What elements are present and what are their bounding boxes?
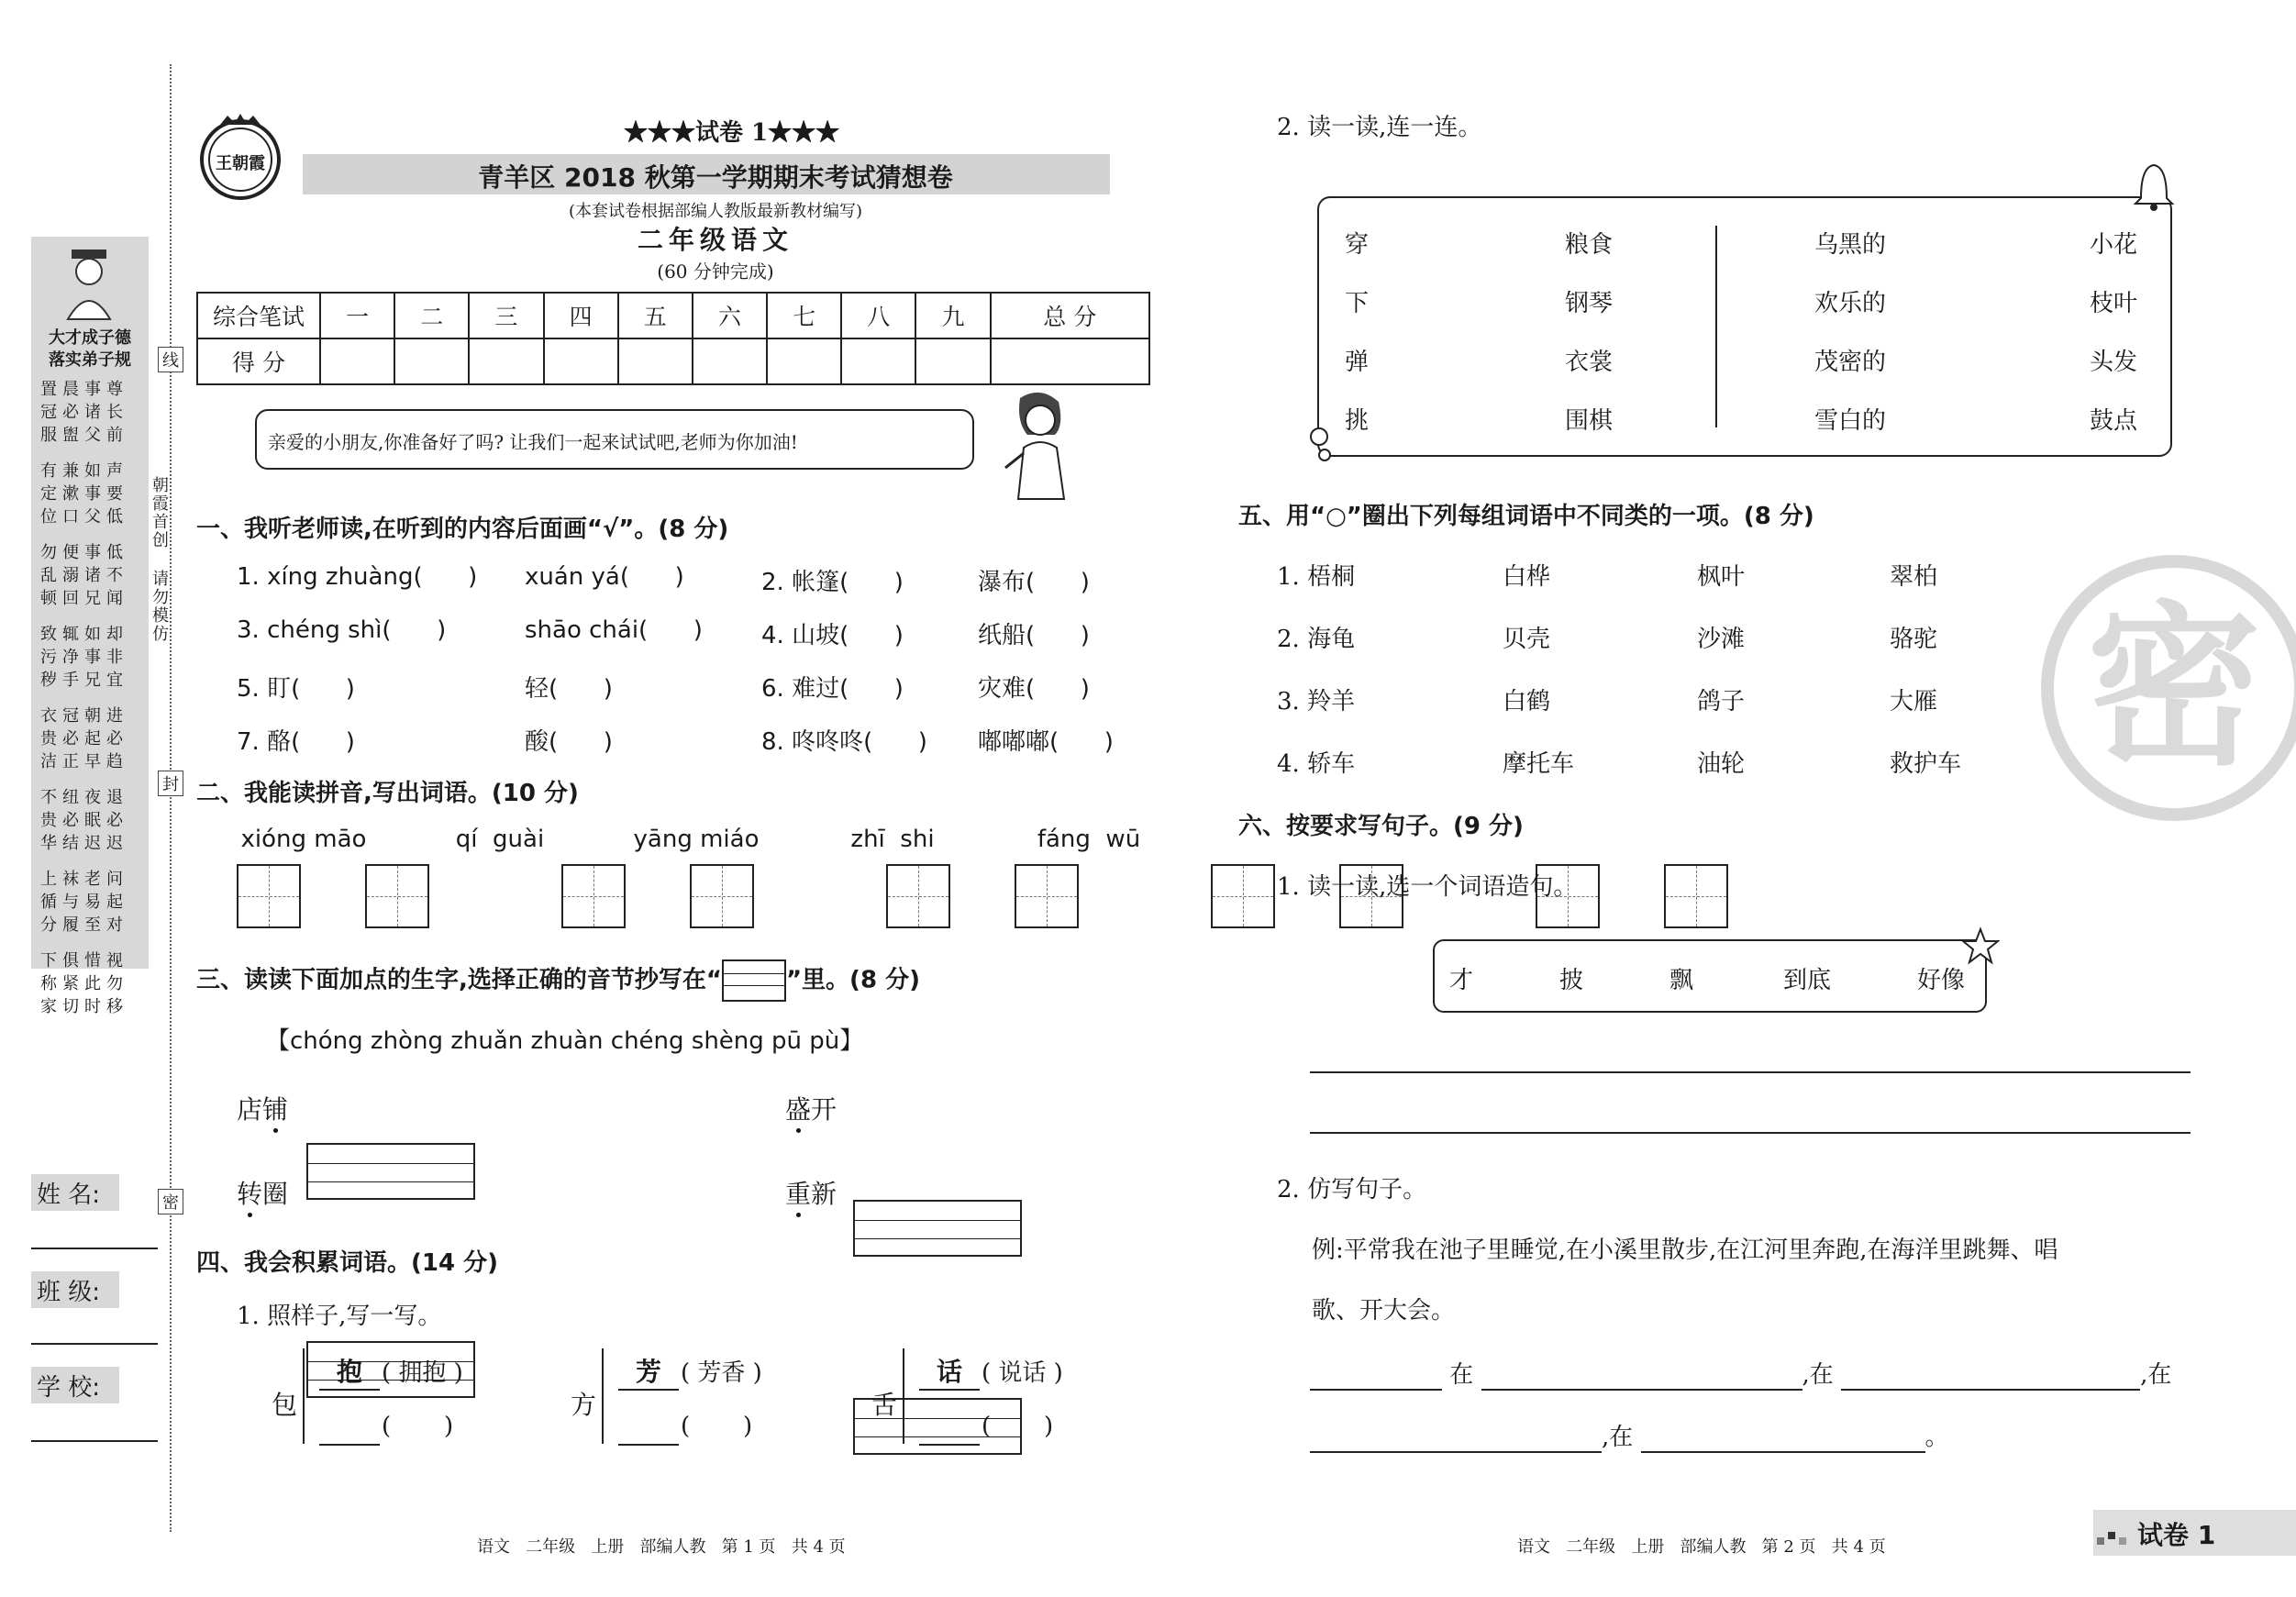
- fill-word-3: ,在: [2140, 1361, 2172, 1389]
- verse-line: 循与易起: [40, 893, 128, 912]
- match-left-object[interactable]: 衣裳: [1565, 349, 1614, 376]
- verse-line: 冠必诸长: [40, 403, 128, 422]
- brand-name: 王朝霞: [216, 154, 265, 173]
- writing-grid-cell[interactable]: [237, 864, 301, 928]
- match-left-word[interactable]: 穿: [1345, 231, 1370, 259]
- match-right-object[interactable]: 头发: [2090, 349, 2138, 376]
- match-right-word[interactable]: 雪白的: [1814, 407, 1887, 435]
- category-word[interactable]: 骆驼: [1890, 626, 1938, 653]
- greeting-bubble: [255, 409, 974, 470]
- verse-line: 称紧此勿: [40, 974, 128, 993]
- listening-item[interactable]: 嘟嘟嘟( ): [978, 728, 1114, 756]
- verse-line: 秽手兄宜: [40, 671, 128, 690]
- listening-item[interactable]: 酸( ): [525, 728, 613, 756]
- brand-logo: [194, 110, 286, 202]
- bracket-line: [903, 1348, 904, 1444]
- writing-grid-cell[interactable]: [886, 864, 950, 928]
- word-dianpu: [237, 1090, 288, 1126]
- category-word[interactable]: 1. 梧桐: [1277, 563, 1356, 591]
- example-char: 芳: [618, 1352, 679, 1391]
- verse-line: 乱溺诸不: [40, 566, 128, 585]
- verse-line: 致辄如却: [40, 625, 128, 644]
- word-dianpu-pre: 店: [237, 1094, 263, 1125]
- blank-1[interactable]: [1310, 1361, 1442, 1391]
- word-chongxin: [785, 1174, 837, 1211]
- writing-grid-cell[interactable]: [1015, 864, 1079, 928]
- score-col-1: 一: [320, 293, 394, 338]
- word-zhuanquan-dot: 转: [237, 1179, 263, 1209]
- word-chongxin-post: 新: [811, 1179, 837, 1209]
- score-row-label: 得 分: [197, 338, 320, 384]
- match-right-object[interactable]: 鼓点: [2090, 407, 2138, 435]
- verse-line: 衣冠朝进: [40, 706, 128, 726]
- score-cell[interactable]: [915, 338, 990, 384]
- section4-title: 四、我会积累词语。(14 分): [196, 1249, 498, 1277]
- category-word[interactable]: 救护车: [1890, 750, 1962, 778]
- word-shengkai-post: 开: [811, 1094, 837, 1125]
- pinyin-label: zhī shi: [850, 826, 935, 853]
- footer-left: 语文 二年级 上册 部编人教 第 1 页 共 4 页: [477, 1537, 846, 1557]
- choice-word: 才: [1449, 967, 1474, 994]
- example-line-2: 歌、开大会。: [1312, 1297, 1456, 1325]
- bracket-line: [303, 1348, 305, 1444]
- section3-title-a: 三、读读下面加点的生字,选择正确的音节抄写在“: [196, 966, 722, 994]
- section4-sub2: 2. 读一读,连一连。: [1277, 114, 1482, 141]
- pinyin-label: xióng māo: [240, 826, 367, 853]
- name-label: 姓 名:: [37, 1181, 101, 1209]
- section3-options: 【chóng zhòng zhuǎn zhuàn chéng shèng pū pù】: [266, 1027, 864, 1055]
- writing-grid-cell[interactable]: [1664, 864, 1728, 928]
- score-col-6: 六: [693, 293, 767, 338]
- verse-line: 位口父低: [40, 507, 128, 527]
- word-dianpu-dot: 铺: [262, 1094, 289, 1125]
- category-word[interactable]: 2. 海龟: [1277, 626, 1356, 653]
- word-zhuanquan-post: 圈: [262, 1179, 289, 1209]
- match-left-word[interactable]: 下: [1345, 290, 1370, 317]
- verse-line: 污净事非: [40, 648, 128, 667]
- score-col-3: 三: [469, 293, 543, 338]
- verse-line: 服盥父前: [40, 426, 128, 445]
- match-left-object[interactable]: 钢琴: [1565, 290, 1614, 317]
- category-word[interactable]: 油轮: [1697, 750, 1746, 778]
- listening-item[interactable]: 8. 咚咚咚( ): [761, 728, 927, 756]
- verse-line: 上袜老问: [40, 870, 128, 889]
- writing-grid-cell[interactable]: [690, 864, 754, 928]
- blank-char-line[interactable]: [618, 1444, 679, 1446]
- score-cell[interactable]: [469, 338, 543, 384]
- category-word[interactable]: 白桦: [1503, 563, 1551, 591]
- writing-grid-cell[interactable]: [365, 864, 429, 928]
- score-table: [196, 292, 1150, 385]
- choice-word: 到底: [1783, 967, 1832, 994]
- verse-line: 不纽夜退: [40, 788, 128, 807]
- example-char: 抱: [319, 1352, 380, 1391]
- example-char: 话: [919, 1352, 980, 1391]
- paper-tag: ★★★试卷 1★★★: [624, 119, 840, 147]
- category-word[interactable]: 3. 羚羊: [1277, 688, 1356, 715]
- watermark-char: 密: [2086, 586, 2261, 789]
- match-left-word[interactable]: 挑: [1345, 407, 1370, 435]
- match-right-object[interactable]: 枝叶: [2090, 290, 2138, 317]
- teacher-figure-icon: [1000, 389, 1082, 503]
- seal-mark-mi: 密: [158, 1189, 183, 1214]
- exam-subtitle: (本套试卷根据部编人教版最新教材编写): [568, 202, 863, 221]
- motto-top: 大才成子德: [49, 328, 131, 348]
- verse-line: 顿回兄闻: [40, 589, 128, 608]
- scholar-figure-icon: [59, 246, 119, 323]
- pinyin-label: fáng wū: [1037, 826, 1141, 853]
- star-icon: [1961, 926, 2000, 965]
- section6-sub2: 2. 仿写句子。: [1277, 1176, 1427, 1203]
- verse-line: 洁正早趋: [40, 752, 128, 771]
- section3-title-b: ”里。(8 分): [785, 966, 920, 994]
- score-col-8: 八: [841, 293, 915, 338]
- blank-char-line[interactable]: [919, 1444, 980, 1446]
- fill-word-2: ,在: [1802, 1361, 1834, 1389]
- blank-3[interactable]: [1841, 1361, 2140, 1391]
- listening-item[interactable]: 1. xíng zhuàng( ): [237, 563, 478, 591]
- score-cell[interactable]: [544, 338, 618, 384]
- example-line-1: 例:平常我在池子里睡觉,在小溪里散步,在江河里奔跑,在海洋里跳舞、唱: [1312, 1237, 2058, 1264]
- motto-panel: [31, 237, 149, 1016]
- word-zhuanquan: [237, 1174, 288, 1211]
- exam-duration: (60 分钟完成): [657, 261, 774, 283]
- match-right-word[interactable]: 欢乐的: [1814, 290, 1887, 317]
- binding-margin: [0, 0, 183, 1597]
- imitation-line-1: [1310, 1356, 2171, 1391]
- fold-line: [170, 64, 172, 1532]
- section4-sub1: 1. 照样子,写一写。: [237, 1303, 442, 1330]
- category-word[interactable]: 枫叶: [1697, 563, 1746, 591]
- word-chongxin-dot: 重: [785, 1179, 812, 1209]
- listening-item[interactable]: 灾难( ): [978, 675, 1090, 703]
- word-shengkai: [785, 1090, 837, 1126]
- radical-char: 方: [571, 1390, 597, 1420]
- class-input-line[interactable]: [31, 1343, 158, 1345]
- blank-word[interactable]: ( ): [982, 1413, 1054, 1440]
- footer-right: 语文 二年级 上册 部编人教 第 2 页 共 4 页: [1517, 1537, 1886, 1557]
- section3-title: [196, 959, 920, 1002]
- category-word[interactable]: 白鹤: [1503, 688, 1551, 715]
- listening-item[interactable]: 7. 酪( ): [237, 728, 355, 756]
- score-value-row: [197, 338, 1149, 384]
- category-word[interactable]: 沙滩: [1697, 626, 1746, 653]
- listening-item[interactable]: 瀑布( ): [978, 569, 1090, 596]
- score-col-label: 综合笔试: [197, 293, 320, 338]
- choice-word: 飘: [1669, 967, 1694, 994]
- verse-line: 置晨事尊: [40, 380, 128, 399]
- listening-item[interactable]: 轻( ): [525, 675, 613, 703]
- section2-title: 二、我能读拼音,写出词语。(10 分): [196, 780, 579, 807]
- verse-line: 定漱事要: [40, 484, 128, 504]
- match-right-object[interactable]: 小花: [2090, 231, 2138, 259]
- blank-word[interactable]: ( ): [681, 1413, 753, 1440]
- section5-title: 五、用“○”圈出下列每组词语中不同类的一项。(8 分): [1238, 503, 1814, 530]
- verse-line: 贵必眠必: [40, 811, 128, 830]
- matching-divider: [1715, 226, 1717, 427]
- pinyin-label: qí guài: [455, 826, 545, 853]
- category-word[interactable]: 4. 轿车: [1277, 750, 1356, 778]
- listening-item[interactable]: 5. 盯( ): [237, 675, 355, 703]
- writing-grid-cell[interactable]: [561, 864, 626, 928]
- seal-mark-feng: 封: [158, 771, 183, 796]
- footer-tag: 试卷 1: [2137, 1520, 2216, 1550]
- word-choice-box: [1433, 939, 1987, 1013]
- verse-line: 分履至对: [40, 915, 128, 935]
- seal-mark-xian: 线: [158, 347, 183, 372]
- match-right-word[interactable]: 茂密的: [1814, 349, 1887, 376]
- blank-word[interactable]: ( ): [382, 1413, 454, 1440]
- score-cell[interactable]: [841, 338, 915, 384]
- bracket-line: [602, 1348, 604, 1444]
- score-col-5: 五: [618, 293, 693, 338]
- pinyin-label: yāng miáo: [633, 826, 760, 853]
- match-left-object[interactable]: 粮食: [1565, 231, 1614, 259]
- sample-box-icon: [722, 959, 786, 1002]
- score-cell[interactable]: [693, 338, 767, 384]
- listening-item[interactable]: 2. 帐篷( ): [761, 569, 904, 596]
- category-word[interactable]: 摩托车: [1503, 750, 1575, 778]
- radical-char: 包: [272, 1390, 298, 1420]
- listening-item[interactable]: shāo chái( ): [525, 616, 703, 644]
- motto-bottom: 落实弟子规: [49, 350, 131, 370]
- category-word[interactable]: 贝壳: [1503, 626, 1551, 653]
- verse-line: 家切时移: [40, 997, 128, 1016]
- confidential-watermark: [2036, 550, 2296, 826]
- score-header-row: [197, 293, 1149, 338]
- listening-item[interactable]: 4. 山坡( ): [761, 622, 904, 649]
- score-col-2: 二: [394, 293, 469, 338]
- match-right-word[interactable]: 乌黑的: [1814, 231, 1887, 259]
- score-cell[interactable]: [991, 338, 1149, 384]
- answer-box-shengkai[interactable]: [853, 1200, 1022, 1257]
- choice-word: 好像: [1917, 967, 1966, 994]
- example-word: ( 拥抱 ): [382, 1359, 463, 1387]
- class-label: 班 级:: [37, 1279, 101, 1306]
- blank-5[interactable]: [1641, 1424, 1925, 1453]
- bubble-decor-icon: [1304, 426, 1336, 462]
- fill-word-1: 在: [1449, 1361, 1474, 1389]
- verse-line: 贵必起必: [40, 729, 128, 749]
- category-word[interactable]: 鸽子: [1697, 688, 1746, 715]
- fill-word-4: ,在: [1602, 1424, 1634, 1451]
- greeting-text: 亲爱的小朋友,你准备好了吗? 让我们一起来试试吧,老师为你加油!: [268, 431, 798, 453]
- blank-char-line[interactable]: [319, 1444, 380, 1446]
- verse-line: 华结迟迟: [40, 834, 128, 853]
- score-cell[interactable]: [618, 338, 693, 384]
- matching-box: [1317, 196, 2172, 457]
- listening-item[interactable]: 纸船( ): [978, 622, 1090, 649]
- verse-line: 下俱惜视: [40, 951, 128, 970]
- match-left-word[interactable]: 弹: [1345, 349, 1370, 376]
- side-note-2: 请勿模仿: [152, 570, 169, 644]
- category-word[interactable]: 翠柏: [1890, 563, 1938, 591]
- answer-line-2[interactable]: [1310, 1132, 2191, 1134]
- school-input-line[interactable]: [31, 1440, 158, 1442]
- score-col-4: 四: [544, 293, 618, 338]
- section1-title: 一、我听老师读,在听到的内容后面画“√”。(8 分): [196, 516, 729, 543]
- score-cell[interactable]: [767, 338, 841, 384]
- choice-word: 披: [1559, 967, 1584, 994]
- listening-item[interactable]: 3. chéng shì( ): [237, 616, 447, 644]
- section6-sub1: 1. 读一读,选一个词语造句。: [1277, 873, 1578, 901]
- school-label: 学 校:: [37, 1374, 101, 1402]
- answer-box-dianpu[interactable]: [306, 1143, 475, 1200]
- score-col-9: 九: [915, 293, 990, 338]
- listening-item[interactable]: 6. 难过( ): [761, 675, 904, 703]
- radical-char: 舌: [871, 1390, 898, 1420]
- imitation-line-2: [1310, 1418, 1949, 1453]
- writing-grid-cell[interactable]: [1211, 864, 1275, 928]
- example-word: ( 芳香 ): [681, 1359, 762, 1387]
- side-note-1: 朝霞首创: [152, 476, 169, 550]
- category-word[interactable]: 大雁: [1890, 688, 1938, 715]
- verse-line: 勿便事低: [40, 543, 128, 562]
- score-cell[interactable]: [320, 338, 394, 384]
- verse-line: 有兼如声: [40, 461, 128, 481]
- fill-end: 。: [1924, 1424, 1949, 1451]
- score-col-7: 七: [767, 293, 841, 338]
- word-shengkai-dot: 盛: [785, 1094, 812, 1125]
- blank-4[interactable]: [1310, 1424, 1602, 1453]
- blank-2[interactable]: [1481, 1361, 1802, 1391]
- match-left-object[interactable]: 围棋: [1565, 407, 1614, 435]
- score-col-total: 总 分: [991, 293, 1149, 338]
- bell-icon: [2128, 158, 2180, 213]
- example-word: ( 说话 ): [982, 1359, 1063, 1387]
- footer-tag-decor-icon: [2097, 1528, 2134, 1550]
- score-cell[interactable]: [394, 338, 469, 384]
- course-title: 二年级语文: [637, 225, 793, 255]
- section6-title: 六、按要求写句子。(9 分): [1238, 813, 1524, 840]
- name-input-line[interactable]: [31, 1248, 158, 1249]
- listening-item[interactable]: xuán yá( ): [525, 563, 684, 591]
- exam-title: 青羊区 2018 秋第一学期期末考试猜想卷: [478, 162, 953, 193]
- answer-line-1[interactable]: [1310, 1071, 2191, 1073]
